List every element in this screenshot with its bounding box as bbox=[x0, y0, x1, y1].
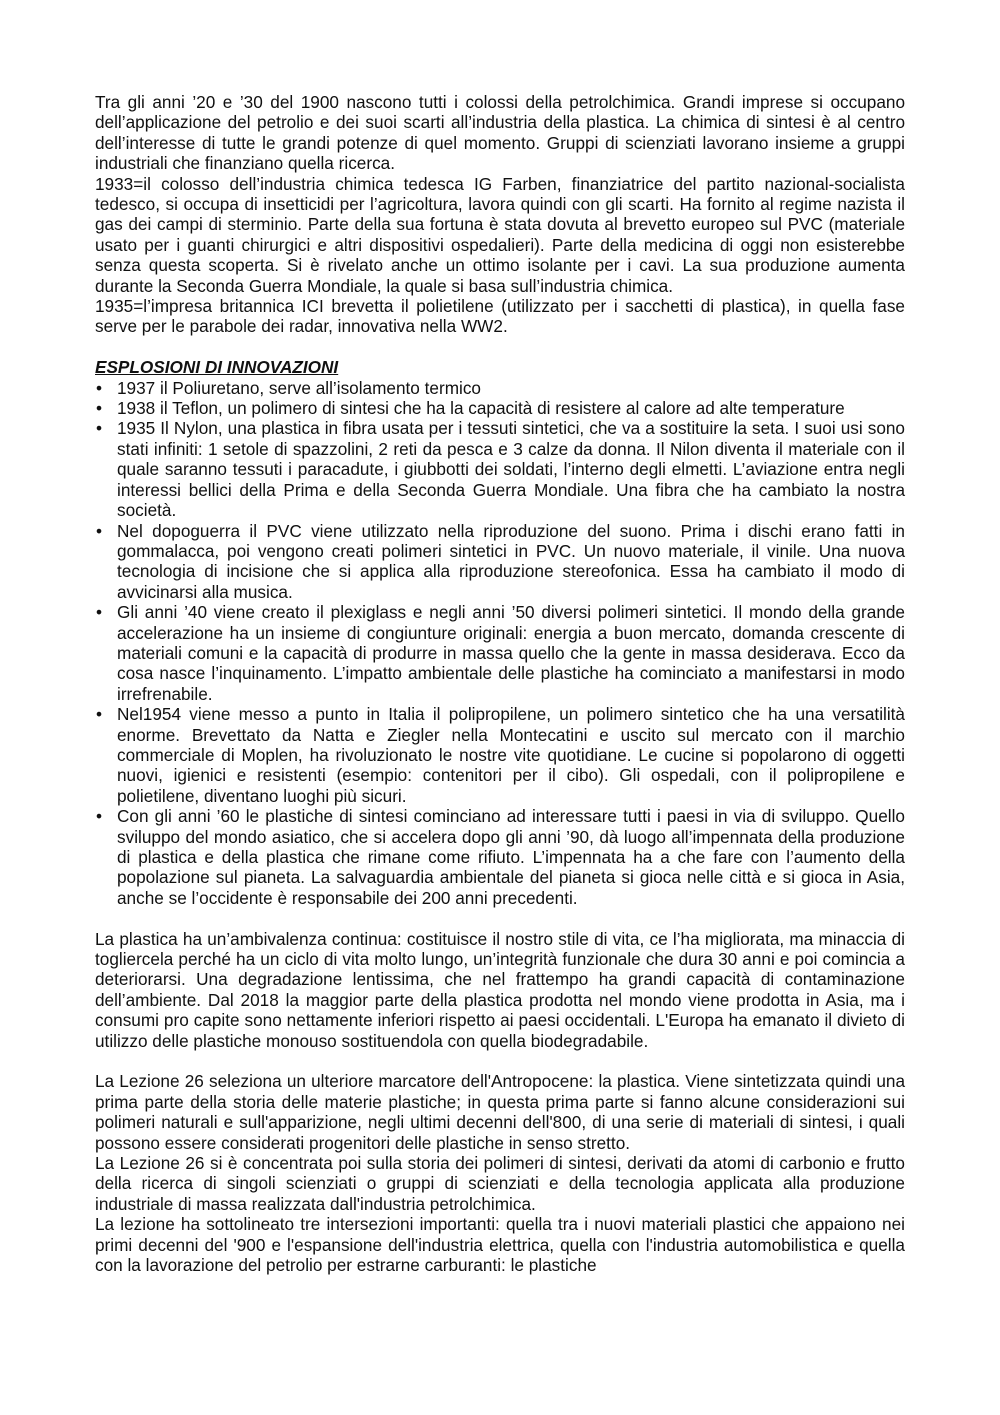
list-item bbox=[95, 398, 905, 418]
lesson-paragraph: La Lezione 26 seleziona un ulteriore marcatore dell'Antropocene: la plastica. Viene sintetizzata quindi una prima parte della storia delle materie plastiche; in questa prima parte si fanno alcune considerazioni sui polimeri naturali e sull'apparizione, negli ultimi decenni dell'800, di una serie di materiali di sintesi, i quali possono essere considerati progenitori delle plastiche in senso stretto. bbox=[95, 1071, 905, 1153]
innovations-list bbox=[95, 378, 905, 909]
list-item-text: Nel1954 viene messo a punto in Italia il polipropilene, un polimero sintetico che ha una versatilità enorme. Brevettato da Natta e Ziegler nella Montecatini e uscito sul mercato con il marchio commerciale di Moplen, ha rivoluzionato le nostre vite quotidiane. Le cucine si popolarono di oggetti nuovi, igienici e resistenti (esempio: contenitori per il cibo). Gli ospedali, con il polipropilene e polietilene, diventano luoghi più sicuri. bbox=[117, 704, 905, 806]
ig-farben-paragraph: 1933=il colosso dell’industria chimica tedesca IG Farben, finanziatrice del partito nazional-socialista tedesco, si occupa di insetticidi per l’agricoltura, lavora quindi con gli scarti. Ha fornito al regime nazista il gas dei campi di sterminio. Parte della sua fortuna è stata dovuta al brevetto europeo sul PVC (materiale usato per i guanti chirurgici e altri dispositivi ospedalieri). Parte della medicina di oggi non esisterebbe senza questa scoperta. Si è rivelato anche un ottimo isolante per i cavi. La sua produzione aumenta durante la Seconda Guerra Mondiale, la quale si basa sull’industria chimica. bbox=[95, 173, 905, 296]
bullet-icon: • bbox=[96, 377, 103, 398]
ambivalence-paragraph: La plastica ha un’ambivalenza continua: costituisce il nostro stile di vita, ce l’ha migliorata, ma minaccia di togliercela perché ha un ciclo di vita molto lungo, un’integrità funzionale che dura 30 anni e poi comincia a deteriorarsi. Una degradazione lentissima, che nel frattempo ha grandi capacità di contaminazione dell’ambiente. Dal 2018 la maggior parte della plastica prodotta nel mondo viene prodotta in Asia, ma i consumi pro capite sono nettamente inferiori rispetto ai paesi occidentali. L'Europa ha emanato il divieto di utilizzo delle plastiche monouso sostituendola con quella biodegradabile. bbox=[95, 928, 905, 1051]
spacer bbox=[95, 908, 905, 928]
list-item-text: Gli anni ’40 viene creato il plexiglass e negli anni ’50 diversi polimeri sintetici. Il mondo della grande accelerazione ha un insieme di congiunture originali: energia a buon mercato, domanda crescente di materiali comuni e la capacità di produrre in massa quello che la gente in massa desiderava. Ecco da cosa nasce l’inquinamento. L’impatto ambientale delle plastiche ha cominciato a manifestarsi in modo irrefrenabile. bbox=[117, 602, 905, 704]
section-heading: ESPLOSIONI DI INNOVAZIONI bbox=[95, 357, 339, 378]
list-item bbox=[95, 378, 905, 398]
list-item bbox=[95, 418, 905, 520]
spacer bbox=[95, 1051, 905, 1071]
bullet-icon: • bbox=[96, 704, 103, 725]
ici-paragraph: 1935=l’impresa britannica ICI brevetta il polietilene (utilizzato per i sacchetti di plastica), in quella fase serve per le parabole dei radar, innovativa nella WW2. bbox=[95, 296, 905, 337]
bullet-icon: • bbox=[96, 520, 103, 541]
bullet-icon: • bbox=[96, 418, 103, 439]
lesson-paragraph: La Lezione 26 si è concentrata poi sulla storia dei polimeri di sintesi, derivati da atomi di carbonio e frutto della ricerca di singoli scienziati o gruppi di scienziati e della tecnologia applicata alla produzione industriale di massa realizzata dall'industria petrolchimica. bbox=[95, 1153, 905, 1214]
list-item-text: 1937 il Poliuretano, serve all’isolamento termico bbox=[117, 377, 481, 398]
list-item bbox=[95, 806, 905, 908]
list-item-text: 1935 Il Nylon, una plastica in fibra usata per i tessuti sintetici, che va a sostituire la seta. I suoi usi sono stati infiniti: 1 setole di spazzolini, 2 reti da pesca e 3 calze da donna. Il Nilon diventa il materiale con il quale saranno tessuti i paracadute, i giubbotti dei soldati, l’interno degli elmetti. L’aviazione entra negli interessi bellici della Prima e della Seconda Guerra Mondiale. Una fibra che ha cambiato la nostra società. bbox=[117, 418, 905, 521]
bullet-icon: • bbox=[96, 602, 103, 623]
list-item bbox=[95, 602, 905, 704]
list-item-text: Nel dopoguerra il PVC viene utilizzato nella riproduzione del suono. Prima i dischi erano fatti in gommalacca, poi vengono creati polimeri sintetici in PVC. Un nuovo materiale, il vinile. Una nuova tecnologia di incisione che si applica alla riproduzione stereofonica. Essa ha cambiato il modo di avvicinarsi alla musica. bbox=[117, 520, 905, 602]
intro-paragraph: Tra gli anni ’20 e ’30 del 1900 nascono tutti i colossi della petrolchimica. Grandi imprese si occupano dell’applicazione del petrolio e dei suoi scarti all’industria della plastica. La chimica di sintesi è al centro dell’interesse di tutte le grandi potenze di quel momento. Gruppi di scienziati lavorano insieme a gruppi industriali che finanziano quella ricerca. bbox=[95, 92, 905, 174]
list-item-text: Con gli anni ’60 le plastiche di sintesi cominciano ad interessare tutti i paesi in via di sviluppo. Quello sviluppo del mondo asiatico, che si accelera dopo gli anni ’90, dà luogo all’impennata della produzione di plastica e della plastica che rimane come rifiuto. L’impennata ha a che fare con l’aumento della popolazione sul pianeta. La salvaguardia ambientale del pianeta si gioca nelle città e si gioca in Asia, anche se l’occidente è responsabile dei 200 anni precedenti. bbox=[117, 806, 905, 908]
list-item bbox=[95, 704, 905, 806]
bullet-icon: • bbox=[96, 398, 103, 419]
document-page bbox=[95, 92, 905, 1276]
spacer bbox=[95, 337, 905, 357]
list-item-text: 1938 il Teflon, un polimero di sintesi che ha la capacità di resistere al calore ad alte temperature bbox=[117, 398, 845, 419]
bullet-icon: • bbox=[96, 806, 103, 827]
lesson-paragraph: La lezione ha sottolineato tre intersezioni importanti: quella tra i nuovi materiali plastici che appaiono nei primi decenni del '900 e l'espansione dell'industria elettrica, quella con l'industria automobilistica e quella con la lavorazione del petrolio per estrarne carburanti: le plastiche bbox=[95, 1214, 905, 1276]
list-item bbox=[95, 521, 905, 603]
